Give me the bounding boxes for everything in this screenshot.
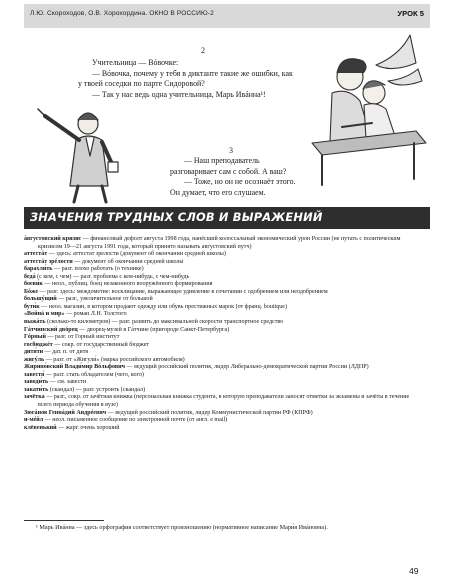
glossary-term: и-мéйл (24, 417, 44, 424)
glossary-definition: — разг. от Горный институт (45, 334, 120, 341)
glossary-term: бедá (24, 273, 36, 280)
glossary-definition: — разг. от «Жигули́» (марка российского автомобиля) (44, 356, 185, 363)
glossary-definition: — здесь: аттестат зрелости (документ об окончании средней школы) (47, 251, 226, 258)
glossary-term: зачётка (24, 394, 45, 401)
footnote-divider (24, 520, 104, 521)
dialog-line: — Вóвочка, почему у тебя в диктанте такие же ошибки, как у твоей соседки по парте Сидоровой? (78, 68, 293, 88)
glossary-definition: — разг. здесь: междометие: восклицание, выражающее удивление в сочетании с одобрением или неодобрением (38, 288, 328, 295)
glossary-term: госбюджéт (24, 341, 53, 348)
glossary-definition: (скандал) — разг. устроить (скандал) (48, 386, 146, 393)
glossary-entry (24, 327, 422, 335)
footnote: ¹ Марь Ивáнна — здесь орфография соответствует произношению (нормативное написание Мари́я Ивáновна). (36, 524, 328, 531)
glossary-entry (24, 334, 422, 342)
glossary-entry (24, 296, 422, 304)
glossary-term: выжáть (24, 319, 46, 326)
glossary-definition: — ведущий российский политик, лидер Либерально-демократической партии России (ЛДПР) (125, 364, 369, 371)
glossary-definition: — разг. стать обладателем (чего, кого) (44, 371, 144, 378)
glossary-term: клёвенький (24, 424, 57, 431)
glossary-definition: — разг., увеличительное от большой (56, 296, 153, 303)
glossary-term: заводи́ть (24, 379, 49, 386)
glossary-definition: — роман Л.Н. Толстого (64, 311, 127, 318)
glossary-definition: — сокр. от государственный бюджет (52, 341, 150, 348)
glossary-term: жигýль (24, 356, 45, 363)
header-authors-title: Л.Ю. Скороходов, О.В. Хорохордина. ОКНО В РОССИЮ-2 (30, 10, 214, 17)
running-header (24, 4, 430, 28)
glossary-term: завестя́ (24, 371, 45, 378)
glossary-term: аттестáт (24, 251, 48, 258)
dialog-line: Учительница — Вóвочке: (92, 58, 179, 67)
glossary-definition: — неол. письменное сообщение по электронной почте (от англ. e mail) (43, 417, 228, 424)
glossary-definition: — разг., сокр. от зачётная книжка (персональная книжка студента, в которую преподаватели заносят отметки за экзамены и зачёты в течение всего периода обучения в вузе) (38, 394, 410, 409)
glossary-entry (24, 311, 422, 319)
glossary-entry (24, 425, 422, 433)
glossary-term: «Войнá и мир» (24, 311, 65, 318)
page-number: 49 (409, 566, 419, 576)
glossary-entry (24, 410, 422, 418)
glossary-entry (24, 251, 422, 259)
dialog-line: — Наш преподаватель разговаривает сам с собой. А ваш? (170, 156, 287, 176)
glossary-entry (24, 266, 422, 274)
glossary-term: дитя́ти (24, 349, 44, 356)
glossary-term: Бóже (24, 288, 39, 295)
glossary-entry (24, 349, 422, 357)
students-illustration (302, 31, 430, 191)
glossary-definition: — неол., публиц. бое́ц незаконного вооружённого формирования (42, 281, 213, 288)
glossary-definition: — ведущий российский политик, лидер Коммунистической партии РФ (КПРФ) (106, 409, 313, 416)
section-title: ЗНАЧЕНИЯ ТРУДНЫХ СЛОВ И ВЫРАЖЕНИЙ (30, 210, 323, 224)
glossary-entry (24, 379, 422, 387)
teacher-illustration (26, 96, 146, 204)
glossary-entry (24, 236, 422, 251)
glossary-term: Зюгáнов Геннáдий Андрéевич (24, 409, 107, 416)
dialog-3 (170, 156, 302, 198)
dialog-2 (78, 58, 298, 100)
glossary-term: Гáтчинский двóрец (24, 326, 78, 333)
glossary-entry (24, 364, 422, 372)
glossary-term: áвгустовский кризис (24, 236, 82, 242)
glossary-definition: — неол. магазин, в котором продают одежду или обувь престижных марок (от франц. boutique) (39, 303, 287, 310)
glossary (24, 236, 422, 432)
glossary-term: аттестáт зрéлости (24, 258, 73, 265)
glossary-term: бараxли́ть (24, 266, 53, 273)
header-lesson: УРОК 5 (397, 9, 424, 18)
glossary-entry (24, 319, 422, 327)
glossary-entry (24, 281, 422, 289)
dialog-line: — Так у нас ведь одна учительница, Марь Ивáнна¹! (92, 89, 266, 99)
glossary-term: Гóрный (24, 334, 46, 341)
glossary-definition: — дворец-музей в Гáтчине (пригороде Санкт-Петербурга) (77, 326, 230, 333)
glossary-definition: — финансовый дефолт августа 1998 года, нанёсший колоссальный экономический урон России (не путать с политическим кризисом 19—21 августа 1991 года, который принято называть августовский путч) (38, 236, 401, 250)
dialog-number: 2 (201, 46, 205, 55)
glossary-term: закати́ть (24, 386, 49, 393)
glossary-entry (24, 394, 422, 409)
glossary-definition: — жарг. очень хороший (56, 424, 120, 431)
glossary-definition: — документ об окончании средней школы (72, 258, 184, 265)
glossary-term: Жирино́вский Влади́мир Вóльфович (24, 364, 125, 371)
glossary-definition: — см. завести (48, 379, 87, 386)
dialog-number: 3 (229, 146, 233, 155)
glossary-definition: — разг. плохо работать (о технике) (52, 266, 144, 273)
glossary-entry (24, 417, 422, 425)
glossary-definition: — дат. п. от дитя (43, 349, 89, 356)
glossary-term: большýщий (24, 296, 57, 303)
dialog-line: — Тоже, но он не осознаёт этого. Он думает, что его слушаем. (170, 177, 296, 197)
glossary-definition: (сколько-то километров) — разг. развить до максимальной скорости транспортное средство (45, 319, 284, 326)
section-title-bar (24, 207, 430, 229)
glossary-term: бути́к (24, 303, 40, 310)
glossary-term: боеви́к (24, 281, 43, 288)
glossary-definition: (с кем, с чем) — разг. проблема с кем-нибудь, с чем-нибудь (35, 273, 190, 280)
